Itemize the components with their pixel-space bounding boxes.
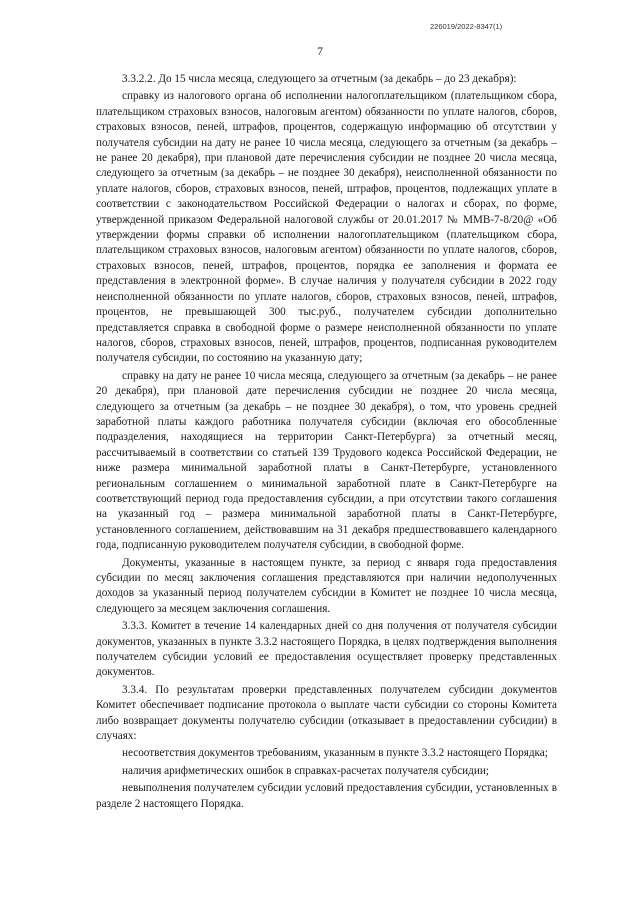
document-id: 226019/2022-8347(1)	[430, 22, 503, 31]
list-item-nonconformity: несоответствия документов требованиям, указанным в пункте 3.3.2 настоящего Порядка;	[122, 747, 548, 760]
paragraph-3-3-3: 3.3.3. Комитет в течение 14 календарных дней со дня получения от получателя субсидии документов, указанных в пункте 3.3.2 настоящего Порядка, в целях подтверждения выполнения получателем субсидии условий ее предоставления осуществляет проверку представленных документов.	[96, 620, 557, 679]
list-item-arithmetic-errors: наличия арифметических ошибок в справках-расчетах получателя субсидии;	[122, 764, 489, 777]
paragraph-3-3-4: 3.3.4. По результатам проверки представленных получателем субсидии документов Комитет обеспечивает подписание протокола о выплате части субсидии со стороны Комитета либо возвращает документы получателю субсидии (отказывает в предоставлении субсидии) в случаях:	[96, 683, 557, 743]
page-number: 7	[317, 44, 323, 58]
paragraph-3-3-2-2: 3.3.2.2. До 15 числа месяца, следующего за отчетным (за декабрь – до 23 декабря):	[122, 73, 517, 85]
paragraph-tax-certificate: справку из налогового органа об исполнении налогоплательщиком (плательщиком сбора, плательщиком страховых взносов, налоговым агентом) обязанности по уплате налогов, сборов, страховых взносов, пеней, штрафов, процентов, содержащую информацию об отсутствии у получателя субсидии на дату не ранее 10 числа месяца, следующего за отчетным (за декабрь – не ранее 20 декабря), при плановой дате перечисления субсидии не позднее 20 числа месяца, следующего за отчетным (за декабрь – не позднее 30 декабря), неисполненной обязанности по уплате налогов, сборов, страховых взносов, пеней, штрафов, процентов, подлежащих уплате в соответствии с законодательством Российской Федерации о налогах и сборах, по форме, утвержденной приказом Федеральной налоговой службы от 20.01.2017 № ММВ-7-8/20@ «Об утверждении формы справки об исполнении налогоплательщиком (плательщиком сбора, плательщиком страховых взносов, налоговым агентом) обязанности по уплате налогов, сборов, страховых взносов, пеней, штрафов, процентов, порядка ее заполнения и формата ее представления в электронной форме». В случае наличия у получателя субсидии в 2022 году неисполненной обязанности по уплате налогов, сборов, страховых взносов, пеней, штрафов, процентов, не превышающей 300 тыс.руб., получателем субсидии дополнительно представляется справка в свободной форме о размере неисполненной обязанности по уплате налогов, сборов, страховых взносов, пеней, штрафов, процентов, подписанная руководителем получателя субсидии, по состоянию на указанную дату;	[96, 90, 557, 365]
document-body	[96, 72, 557, 812]
list-item-conditions-not-met: невыполнения получателем субсидии условий предоставления субсидии, установленных в разделе 2 настоящего Порядка.	[96, 782, 557, 810]
paragraph-salary-certificate: справку на дату не ранее 10 числа месяца, следующего за отчетным (за декабрь – не ранее 20 декабря), при плановой дате перечисления субсидии не позднее 20 числа месяца, следующего за отчетным (за декабрь – не позднее 30 декабря), о том, что уровень средней заработной платы каждого работника получателя субсидии (включая его обособленные подразделения, находящиеся на территории Санкт-Петербурга) за отчетный месяц, рассчитываемый в соответствии со статьей 139 Трудового кодекса Российской Федерации, не ниже размера минимальной заработной платы в Санкт-Петербурге, установленного региональным соглашением о минимальной заработной плате в Санкт-Петербурге на соответствующий период года предоставления субсидии, а при отсутствии такого соглашения на указанный год – размера минимальной заработной платы в Санкт-Петербурге, установленного соглашением, действовавшим на 31 декабря предшествовавшего календарного года, подписанную руководителем получателя субсидии, в свободной форме.	[96, 369, 557, 552]
paragraph-documents-period: Документы, указанные в настоящем пункте, за период с января года предоставления субсидии по месяц заключения соглашения представляются при наличии недополученных доходов за указанный период получателем субсидии в Комитет не позднее 10 числа месяца, следующего за месяцем заключения соглашения.	[96, 556, 557, 615]
